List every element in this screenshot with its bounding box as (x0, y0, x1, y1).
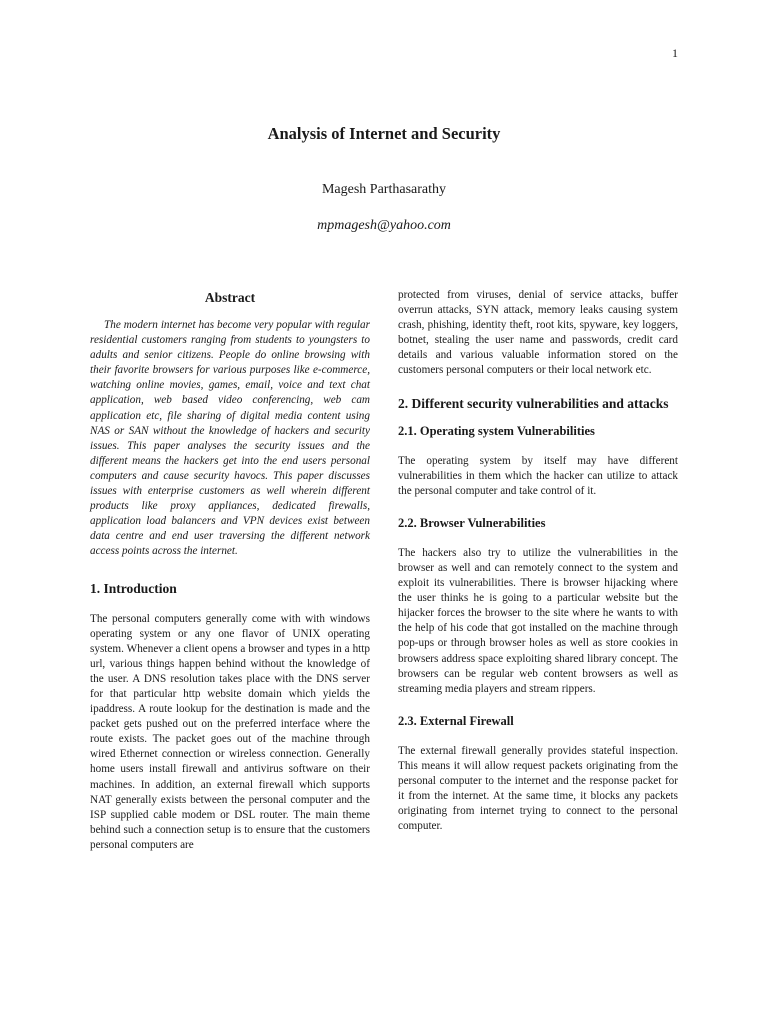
right-column (398, 288, 678, 834)
left-column (90, 288, 370, 853)
introduction-heading: 1. Introduction (90, 580, 177, 596)
page-number: 1 (672, 46, 678, 60)
abstract-text: The modern internet has become very popular with regular residential customers ranging from students to youngsters to adults and senior citizens. People do online browsing with their favorite browsers for various purposes like e-commerce, watching online movies, games, email, voice and text chat application, web based video conferencing, web cam application etc, file sharing of digital media content using NAS or SAN without the knowledge of hackers and security issues. This paper analyses the security issues and the different means the hackers get into the end users personal computers and cause security havocs. This paper discusses issues with enterprise customers as well wherein different products like proxy appliances, dedicated firewalls, application load balancers and VPN devices exist between data centre and end user traversing the different network access points across the internet. (90, 319, 370, 558)
author-email: mpmagesh@yahoo.com (317, 218, 451, 233)
subsection-os-text: The operating system by itself may have different vulnerabilities in them which the hacker can utilize to attack the personal computer and take control of it. (398, 454, 678, 497)
continuation-text: protected from viruses, denial of service attacks, buffer overrun attacks, SYN attack, memory leaks causing system crash, phishing, identity theft, root kits, spyware, key loggers, botnet, stealing the user name and passwords, credit card details and various valuable information stored on the customers personal computers or their local network etc. (398, 289, 678, 377)
section2-heading: 2. Different security vulnerabilities and attacks (398, 395, 669, 411)
introduction-text: The personal computers generally come with with windows operating system or any one flavor of UNIX operating system. Whenever a client opens a browser and types in a http url, various things happen behind without the knowledge of the user. A DNS resolution takes place with the DNS server for that particular http website domain which yields the ipaddress. A route lookup for the destination is made and the packet gets pushed out on the preferred interface where the route exists. The packet goes out of the machine through wired Ethernet connection or wireless connection. Generally home users install firewall and antivirus software on their machines. In addition, an external firewall which supports NAT generally exists between the personal computer and the ISP supplied cable modem or DSL router. The main theme behind such a connection setup is to ensure that the customers personal computers are (90, 612, 370, 851)
abstract-heading: Abstract (204, 290, 256, 305)
paper-title: Analysis of Internet and Security (267, 124, 501, 143)
author-name: Magesh Parthasarathy (321, 182, 447, 197)
subsection-firewall-text: The external firewall generally provides stateful inspection. This means it will allow request packets originating from the personal computer to the internet and the response packet for it from the internet. At the same time, it blocks any packets originating from internet trying to connect to the personal computer. (398, 744, 678, 833)
subsection-browser-text: The hackers also try to utilize the vulnerabilities in the browser as well and can remotely connect to the system and exploit its vulnerabilities. There is browser hijacking where the user thinks he is going to a particular website but the hijacker forces the browser to the site where he wants to with the help of his code that got installed on the machine through pop-ups or through browser holes as well as store cookies in browsers address space exploiting shared library concept. The browsers can be regular web content browsers as well as streaming media players and stream rippers. (398, 546, 678, 695)
subsection-browser-heading: 2.2. Browser Vulnerabilities (398, 515, 546, 530)
subsection-firewall-heading: 2.3. External Firewall (398, 713, 514, 728)
subsection-os-heading: 2.1. Operating system Vulnerabilities (398, 423, 595, 438)
